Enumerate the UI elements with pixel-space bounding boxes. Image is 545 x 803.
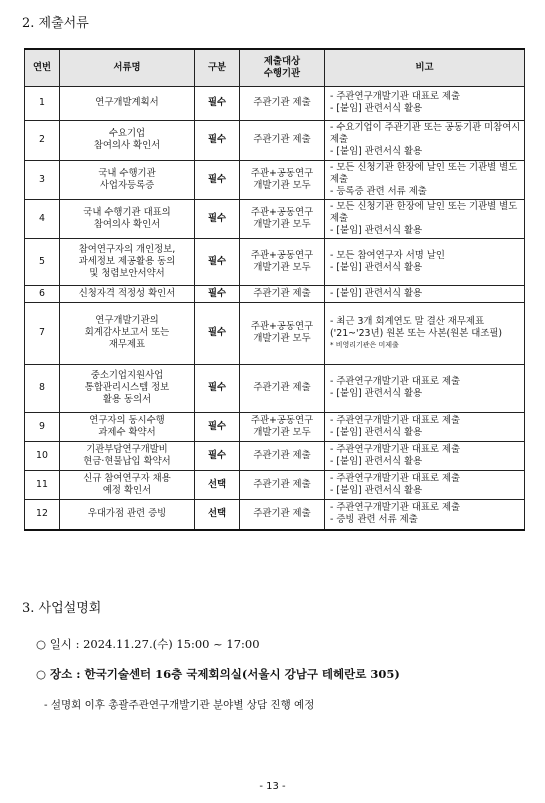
cell-notes	[325, 412, 525, 441]
note-line: - [붙임] 관련서식 활용	[330, 103, 423, 114]
cell-name: 연구개발기관의 회계감사보고서 또는 재무제표	[60, 302, 195, 364]
table-row	[25, 86, 525, 120]
cell-no: 6	[25, 285, 60, 302]
note-line: - 주관연구개발기관 대표로 제출	[330, 91, 461, 102]
cell-target: 주관기관 제출	[240, 86, 325, 120]
cell-type: 필수	[195, 86, 240, 120]
table-row	[25, 364, 525, 412]
table-row	[25, 285, 525, 302]
cell-target: 주관기관 제출	[240, 364, 325, 412]
cell-target: 주관+공동연구 개발기관 모두	[240, 302, 325, 364]
cell-type: 필수	[195, 441, 240, 470]
cell-no: 3	[25, 160, 60, 199]
cell-target: 주관기관 제출	[240, 470, 325, 499]
note-line: - [붙임] 관련서식 활용	[330, 287, 423, 299]
note-line: - 모든 신청기관 한장에 날인 또는 기관별 별도 제출	[330, 161, 518, 185]
table-header-row	[25, 49, 525, 86]
cell-notes	[325, 285, 525, 302]
table-row	[25, 470, 525, 499]
cell-name: 기관부담연구개발비 현금·현물납입 확약서	[60, 441, 195, 470]
cell-no: 1	[25, 86, 60, 120]
note-line: - 주관연구개발기관 대표로 제출	[330, 414, 461, 426]
cell-no: 9	[25, 412, 60, 441]
cell-notes	[325, 160, 525, 199]
cell-notes	[325, 499, 525, 530]
col-header-name: 서류명	[60, 49, 195, 86]
note-line: - 최근 3개 회계연도 말 결산 재무제표 ('21~'23년) 원본 또는 사본(원본 대조필)	[330, 316, 503, 339]
table-row	[25, 238, 525, 285]
cell-name: 수요기업 참여의사 확인서	[60, 120, 195, 160]
section-3-title: 3. 사업설명회	[22, 601, 102, 616]
note-line: - [붙임] 관련서식 활용	[330, 388, 423, 399]
cell-type: 필수	[195, 120, 240, 160]
note-line: - [붙임] 관련서식 활용	[330, 484, 423, 496]
note-line: - 주관연구개발기관 대표로 제출	[330, 376, 461, 387]
note-line: - 주관연구개발기관 대표로 제출	[330, 443, 461, 455]
cell-notes	[325, 364, 525, 412]
note-line: - [붙임] 관련서식 활용	[330, 146, 423, 157]
cell-target: 주관+공동연구 개발기관 모두	[240, 238, 325, 285]
cell-notes	[325, 302, 525, 364]
cell-type: 필수	[195, 238, 240, 285]
cell-no: 11	[25, 470, 60, 499]
cell-no: 4	[25, 199, 60, 238]
cell-target: 주관+공동연구 개발기관 모두	[240, 412, 325, 441]
note-line: - [붙임] 관련서식 활용	[330, 426, 423, 438]
cell-name: 연구자의 동시수행 과제수 확약서	[60, 412, 195, 441]
table-row	[25, 412, 525, 441]
col-header-target: 제출대상 수행기관	[240, 49, 325, 86]
table-row	[25, 199, 525, 238]
cell-no: 7	[25, 302, 60, 364]
table-row	[25, 499, 525, 530]
table-row	[25, 441, 525, 470]
cell-no: 8	[25, 364, 60, 412]
note-line: - 주관연구개발기관 대표로 제출	[330, 472, 461, 484]
cell-name: 신규 참여연구자 채용 예정 확인서	[60, 470, 195, 499]
col-header-notes: 비고	[325, 49, 525, 86]
cell-name: 신청자격 적정성 확인서	[60, 285, 195, 302]
cell-no: 10	[25, 441, 60, 470]
cell-name: 중소기업지원사업 통합관리시스템 정보 활용 동의서	[60, 364, 195, 412]
cell-name: 참여연구자의 개인정보, 과세정보 제공활용 동의 및 청렴보안서약서	[60, 238, 195, 285]
cell-target: 주관기관 제출	[240, 441, 325, 470]
cell-type: 필수	[195, 364, 240, 412]
briefing-place-line: ○ 장소 : 한국기술센터 16층 국제회의실(서울시 강남구 테헤란로 305)	[36, 667, 400, 681]
briefing-date-line: ○ 일시 : 2024.11.27.(수) 15:00 ~ 17:00	[36, 637, 260, 651]
cell-no: 5	[25, 238, 60, 285]
submission-documents-table	[24, 48, 525, 531]
cell-target: 주관+공동연구 개발기관 모두	[240, 199, 325, 238]
cell-type: 필수	[195, 199, 240, 238]
section-2-title: 2. 제출서류	[22, 16, 89, 31]
col-header-type: 구분	[195, 49, 240, 86]
cell-name: 국내 수행기관 대표의 참여의사 확인서	[60, 199, 195, 238]
note-line: - 모든 참여연구자 서명 날인	[330, 249, 445, 261]
cell-target: 주관기관 제출	[240, 120, 325, 160]
cell-no: 12	[25, 499, 60, 530]
cell-target: 주관기관 제출	[240, 499, 325, 530]
cell-type: 필수	[195, 302, 240, 364]
note-line: - [붙임] 관련서식 활용	[330, 261, 423, 273]
cell-name: 우대가점 관련 증빙	[60, 499, 195, 530]
table-row	[25, 302, 525, 364]
cell-target: 주관+공동연구 개발기관 모두	[240, 160, 325, 199]
note-line: - 등록증 관련 서류 제출	[330, 185, 427, 197]
cell-name: 연구개발계획서	[60, 86, 195, 120]
note-sub: * 비영리기관은 미제출	[330, 341, 399, 349]
cell-notes	[325, 199, 525, 238]
cell-no: 2	[25, 120, 60, 160]
note-line: - 주관연구개발기관 대표로 제출	[330, 502, 461, 514]
cell-type: 선택	[195, 499, 240, 530]
cell-type: 필수	[195, 412, 240, 441]
col-header-no: 연번	[25, 49, 60, 86]
cell-target: 주관기관 제출	[240, 285, 325, 302]
cell-notes	[325, 470, 525, 499]
note-line: - [붙임] 관련서식 활용	[330, 455, 423, 467]
table-row	[25, 120, 525, 160]
cell-notes	[325, 238, 525, 285]
cell-notes	[325, 120, 525, 160]
cell-notes	[325, 441, 525, 470]
briefing-note: - 설명회 이후 총괄주관연구개발기관 분야별 상담 진행 예정	[44, 699, 315, 711]
note-line: - 수요기업이 주관기관 또는 공동기관 미참여시 제출	[330, 122, 521, 145]
note-line: - 증빙 관련 서류 제출	[330, 514, 418, 526]
cell-notes	[325, 86, 525, 120]
note-line: - [붙임] 관련서식 활용	[330, 224, 423, 236]
table-body	[25, 86, 525, 530]
cell-type: 필수	[195, 285, 240, 302]
cell-type: 선택	[195, 470, 240, 499]
page-number: - 13 -	[259, 781, 286, 792]
note-line: - 모든 신청기관 한장에 날인 또는 기관별 별도 제출	[330, 200, 518, 224]
cell-name: 국내 수행기관 사업자등록증	[60, 160, 195, 199]
table-row	[25, 160, 525, 199]
cell-type: 필수	[195, 160, 240, 199]
